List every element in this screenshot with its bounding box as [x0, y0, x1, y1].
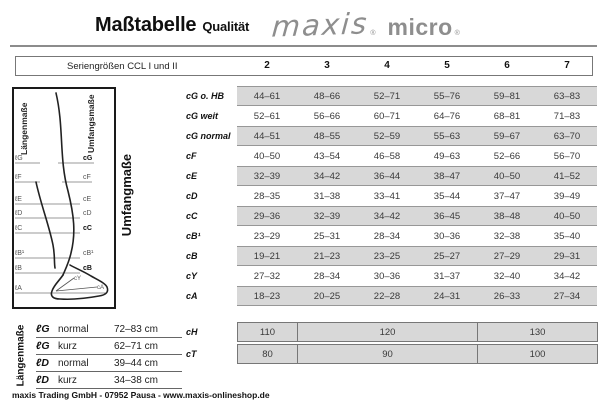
measure-row-cb [186, 246, 597, 266]
span-row-ct [186, 344, 598, 364]
measurement-lines [15, 163, 106, 293]
length-row-g-kurz [36, 338, 182, 355]
length-variant: kurz [58, 340, 77, 352]
measurement-cell: 34–42 [313, 170, 341, 182]
mark-lB: ℓB [15, 265, 22, 272]
mark-cE: cE [83, 196, 92, 203]
measurement-cell: 37–47 [493, 190, 521, 202]
measurement-cell: 68–81 [493, 110, 521, 122]
length-value: 39–44 cm [114, 357, 158, 369]
length-row-d-kurz [36, 372, 182, 389]
measurement-cell: 18–23 [253, 290, 281, 302]
measurement-cell: 52–61 [253, 110, 281, 122]
measurement-cell: 48–55 [313, 130, 341, 142]
row-label: cF [186, 151, 197, 161]
span-measurement-cell: 100 [477, 345, 597, 363]
measurement-cell: 27–34 [553, 290, 581, 302]
measurement-cell: 55–76 [433, 90, 461, 102]
leg-diagram-svg [14, 89, 114, 307]
row-cells [237, 146, 597, 166]
measure-row-cb [186, 226, 597, 246]
row-cells [237, 266, 597, 286]
span-row-cells [237, 344, 598, 364]
measurement-cell: 20–25 [313, 290, 341, 302]
row-label: cG weit [186, 111, 219, 121]
brand-logo [272, 8, 462, 42]
measurement-cell: 71–83 [553, 110, 581, 122]
measurement-cell: 34–42 [373, 210, 401, 222]
measurement-cell: 60–71 [373, 110, 401, 122]
length-section-label: Längenmaße [15, 324, 27, 387]
registered-mark-icon: ® [370, 30, 376, 37]
measurement-cell: 32–38 [493, 230, 521, 242]
length-table [36, 321, 182, 389]
length-value: 34–38 cm [114, 374, 158, 386]
length-row-g-normal [36, 321, 182, 338]
measurement-cell: 55–63 [433, 130, 461, 142]
measurement-cell: 44–51 [253, 130, 281, 142]
measurement-cell: 27–32 [253, 270, 281, 282]
measurement-cell: 52–66 [493, 150, 521, 162]
measurement-cell: 43–54 [313, 150, 341, 162]
measurement-cell: 63–70 [553, 130, 581, 142]
page-subtitle: Qualität [202, 19, 250, 34]
measurement-cell: 32–40 [493, 270, 521, 282]
circumference-marks [74, 155, 104, 291]
length-variant: normal [58, 323, 89, 335]
size-header-6: 6 [504, 60, 510, 71]
measurement-cell: 38–47 [433, 170, 461, 182]
mark-lC: ℓC [15, 225, 23, 232]
row-label: cC [186, 211, 198, 221]
measurement-cell: 64–76 [433, 110, 461, 122]
measure-row-cc [186, 206, 597, 226]
measurement-cell: 39–49 [553, 190, 581, 202]
measurement-cell: 22–28 [373, 290, 401, 302]
length-row-d-normal [36, 355, 182, 372]
mark-lD: ℓD [15, 210, 23, 217]
row-label: cY [186, 271, 198, 281]
measurement-table [186, 86, 597, 306]
row-label: cA [186, 291, 198, 301]
row-label: cE [186, 171, 198, 181]
measurement-cell: 40–50 [253, 150, 281, 162]
row-cells [237, 246, 597, 266]
diagram-length-axis-label: Längenmaße [19, 102, 29, 155]
mark-lA: ℓA [15, 285, 22, 292]
row-cells [237, 166, 597, 186]
measurement-cell: 27–29 [493, 250, 521, 262]
length-name: ℓG [36, 340, 50, 352]
mark-cY: cY [74, 276, 82, 282]
measure-row-ca [186, 286, 597, 306]
span-measurement-table [186, 322, 598, 366]
length-variant: normal [58, 357, 89, 369]
measure-row-cg-weit [186, 106, 597, 126]
length-name: ℓD [36, 374, 50, 386]
measurement-cell: 30–36 [373, 270, 401, 282]
length-variant: kurz [58, 374, 77, 386]
measurement-cell: 59–81 [493, 90, 521, 102]
length-value: 62–71 cm [114, 340, 158, 352]
measure-row-cd [186, 186, 597, 206]
row-cells [237, 186, 597, 206]
measurement-cell: 40–50 [553, 210, 581, 222]
measurement-cell: 44–61 [253, 90, 281, 102]
mark-lG: ℓG [15, 155, 23, 162]
mark-cB1: cB¹ [83, 250, 94, 257]
row-label: cB¹ [186, 231, 201, 241]
leg-measurement-diagram [12, 87, 116, 309]
measurement-cell: 29–31 [553, 250, 581, 262]
row-cells [237, 106, 597, 126]
title-text: Maßtabelle [95, 14, 197, 36]
row-label: cG normal [186, 131, 231, 141]
page-title [95, 14, 249, 37]
measurement-cell: 56–70 [553, 150, 581, 162]
measurement-cell: 29–36 [253, 210, 281, 222]
measurement-cell: 38–48 [493, 210, 521, 222]
size-header-2: 2 [264, 60, 270, 71]
measurement-cell: 46–58 [373, 150, 401, 162]
measure-row-ce [186, 166, 597, 186]
row-cells [237, 226, 597, 246]
size-header-5: 5 [444, 60, 450, 71]
span-measurement-cell: 130 [477, 323, 597, 341]
size-header-3: 3 [324, 60, 330, 71]
row-label: cD [186, 191, 198, 201]
measurement-cell: 25–27 [433, 250, 461, 262]
mark-cC: cC [83, 225, 92, 232]
mark-cA: cA [97, 285, 105, 291]
measurement-cell: 23–29 [253, 230, 281, 242]
series-label: Seriengrößen CCL I und II [67, 61, 178, 72]
measurement-cell: 26–33 [493, 290, 521, 302]
measurement-cell: 34–42 [553, 270, 581, 282]
maxis-logo: maxis [270, 6, 370, 44]
micro-logo: micro [387, 14, 453, 40]
measurement-cell: 33–41 [373, 190, 401, 202]
length-value: 72–83 cm [114, 323, 158, 335]
leg-outline [36, 93, 108, 299]
row-cells [237, 126, 597, 146]
measurement-cell: 28–35 [253, 190, 281, 202]
measurement-cell: 52–71 [373, 90, 401, 102]
mark-cD: cD [83, 210, 92, 217]
row-label: cB [186, 251, 198, 261]
footer-address: maxis Trading GmbH - 07952 Pausa - www.maxis-onlineshop.de [12, 390, 270, 400]
length-name: ℓG [36, 323, 50, 335]
row-label: cH [186, 327, 198, 337]
series-header-box [15, 56, 593, 76]
mark-lE: ℓE [15, 196, 22, 203]
measurement-cell: 35–44 [433, 190, 461, 202]
row-cells [237, 286, 597, 306]
measurement-cell: 25–31 [313, 230, 341, 242]
measurement-cell: 31–37 [433, 270, 461, 282]
row-cells [237, 206, 597, 226]
measurement-cell: 21–23 [313, 250, 341, 262]
measurement-cell: 19–21 [253, 250, 281, 262]
measurement-cell: 63–83 [553, 90, 581, 102]
size-header-7: 7 [564, 60, 570, 71]
span-row-ch [186, 322, 598, 342]
measurement-cell: 24–31 [433, 290, 461, 302]
measurement-cell: 52–59 [373, 130, 401, 142]
measurement-cell: 36–45 [433, 210, 461, 222]
registered-mark-icon: ® [454, 30, 460, 37]
span-measurement-cell: 80 [262, 348, 273, 360]
measurement-cell: 28–34 [313, 270, 341, 282]
measurement-cell: 30–36 [433, 230, 461, 242]
measure-row-cg-o-hb [186, 86, 597, 106]
measure-row-cg-normal [186, 126, 597, 146]
measurement-cell: 48–66 [313, 90, 341, 102]
measurement-cell: 32–39 [313, 210, 341, 222]
measurement-cell: 41–52 [553, 170, 581, 182]
measurement-cell: 49–63 [433, 150, 461, 162]
header-divider [10, 45, 597, 47]
measurement-cell: 40–50 [493, 170, 521, 182]
measurement-cell: 23–25 [373, 250, 401, 262]
measurement-cell: 56–66 [313, 110, 341, 122]
span-measurement-cell: 110 [259, 326, 276, 338]
row-label: cT [186, 349, 197, 359]
measurement-cell: 36–44 [373, 170, 401, 182]
span-row-cells [237, 322, 598, 342]
mark-lB1: ℓB¹ [15, 250, 25, 257]
diagram-circumference-axis-label: Umfangsmaße [86, 94, 96, 153]
length-marks [14, 155, 25, 292]
mark-lF: ℓF [15, 174, 22, 181]
size-columns [237, 57, 597, 75]
span-measurement-cell: 90 [297, 345, 477, 363]
row-label: cG o. HB [186, 91, 225, 101]
row-cells [237, 86, 597, 106]
measurement-cell: 31–38 [313, 190, 341, 202]
measure-row-cy [186, 266, 597, 286]
size-header-4: 4 [384, 60, 390, 71]
circumference-section-label: Umfangmaße [119, 153, 134, 237]
mark-cF: cF [83, 174, 91, 181]
mark-cB: cB [83, 265, 92, 272]
measurement-cell: 32–39 [253, 170, 281, 182]
measurement-cell: 59–67 [493, 130, 521, 142]
mark-cG: cG [83, 155, 93, 162]
length-name: ℓD [36, 357, 50, 369]
measurement-cell: 35–40 [553, 230, 581, 242]
span-measurement-cell: 120 [297, 323, 477, 341]
measurement-cell: 28–34 [373, 230, 401, 242]
measure-row-cf [186, 146, 597, 166]
